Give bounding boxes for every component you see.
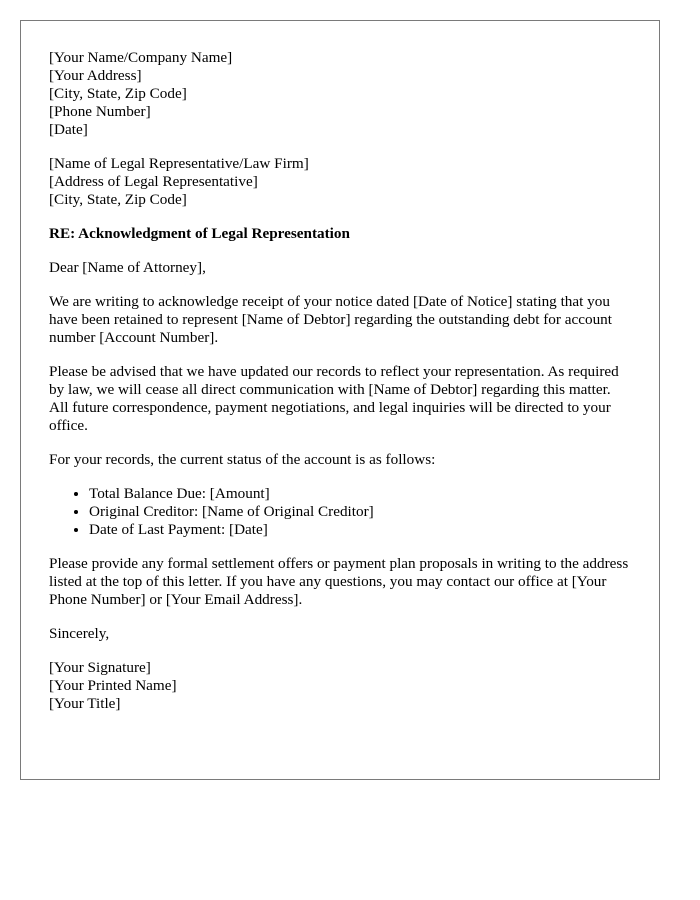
paragraph-records-update: Please be advised that we have updated our records to reflect your representation. As required by law, we will cease all direct communication with [Name of Debtor] regarding this matter. All future correspondence, payment negotiations, and legal inquiries will be directed to your office. [49, 363, 619, 434]
paragraph-acknowledgment: We are writing to acknowledge receipt of your notice dated [Date of Notice] stating that you have been retained to represent [Name of Debtor] regarding the outstanding debt for account number [Account Number]. [49, 293, 612, 346]
signature-block [49, 659, 631, 713]
sender-phone: [Phone Number] [49, 103, 151, 120]
recipient-block [49, 155, 631, 209]
sender-name: [Your Name/Company Name] [49, 49, 233, 66]
letter-page [20, 20, 660, 780]
subject-line: RE: Acknowledgment of Legal Representation [49, 225, 350, 242]
account-status-list [49, 485, 631, 539]
recipient-city-state-zip: [City, State, Zip Code] [49, 191, 187, 208]
list-item-total-balance: • Total Balance Due: [Amount] [89, 485, 631, 503]
letter-date: [Date] [49, 121, 88, 138]
paragraph-status-intro: For your records, the current status of the account is as follows: [49, 451, 436, 468]
list-item-last-payment-date: • Date of Last Payment: [Date] [89, 521, 631, 539]
recipient-name: [Name of Legal Representative/Law Firm] [49, 155, 309, 172]
paragraph-closing-request: Please provide any formal settlement offers or payment plan proposals in writing to the address listed at the top of this letter. If you have any questions, you may contact our office at [Your Phone Number] or [Your Email Address]. [49, 555, 629, 608]
sender-city-state-zip: [City, State, Zip Code] [49, 85, 187, 102]
recipient-address: [Address of Legal Representative] [49, 173, 258, 190]
salutation: Dear [Name of Attorney], [49, 259, 206, 276]
sender-address: [Your Address] [49, 67, 142, 84]
printed-name: [Your Printed Name] [49, 677, 177, 694]
sender-block [49, 49, 631, 139]
closing-phrase: Sincerely, [49, 625, 110, 642]
list-item-original-creditor: • Original Creditor: [Name of Original Creditor] [89, 503, 631, 521]
signature: [Your Signature] [49, 659, 151, 676]
signer-title: [Your Title] [49, 695, 121, 712]
